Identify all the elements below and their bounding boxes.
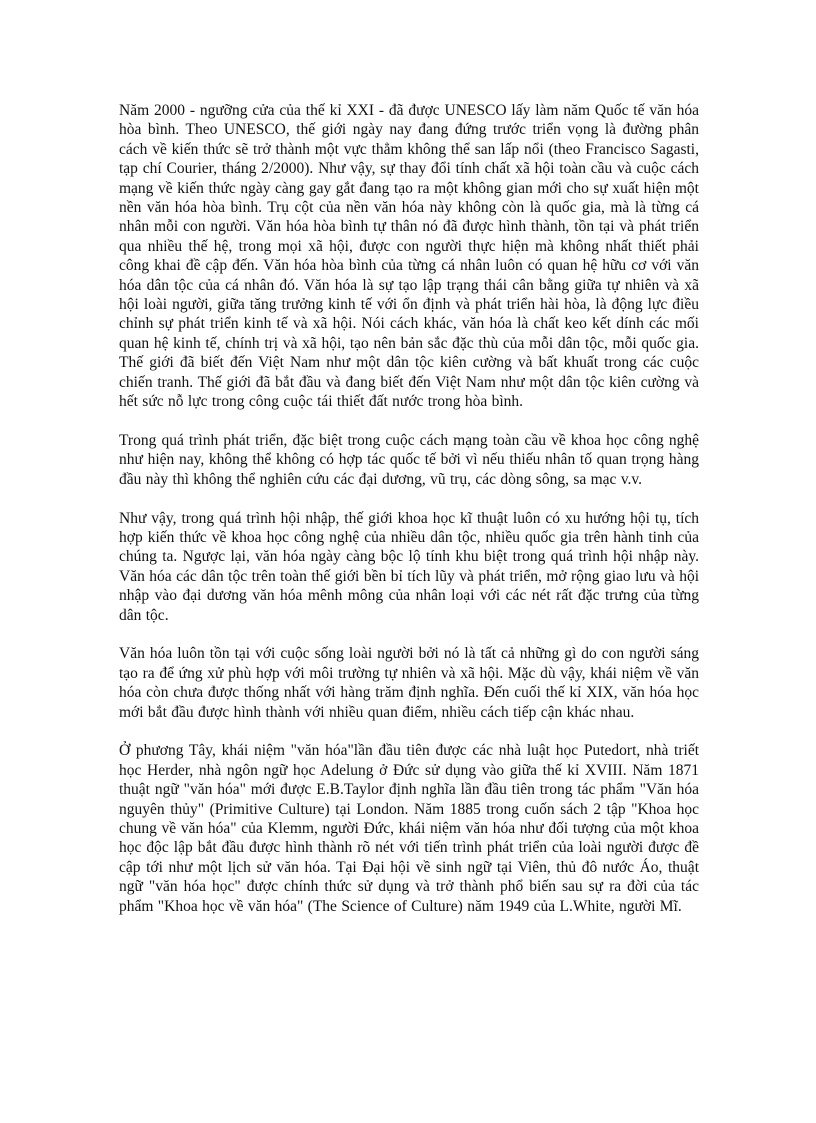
paragraph-international-cooperation: Trong quá trình phát triển, đặc biệt trong cuộc cách mạng toàn cầu về khoa học công nghệ như hiện nay, không thể không có hợp tác quốc tế bởi vì nếu thiếu nhân tố quan trọng hàng đầu này thì không thể nghiên cứu các đại dương, vũ trụ, các dòng sông, sa mạc v.v. (119, 431, 699, 488)
paragraph-unesco-peace-culture: Năm 2000 - ngưỡng cửa của thế kỉ XXI - đã được UNESCO lấy làm năm Quốc tế văn hóa hòa bình. Theo UNESCO, thế giới ngày nay đang đứng trước triển vọng là đường phân cách về kiến thức sẽ trở thành một vực thẳm không thể san lấp nổi (theo Francisco Sagasti, tạp chí Courier, tháng 2/2000). Như vậy, sự thay đổi tính chất xã hội toàn cầu và cuộc cách mạng về kiến thức ngày càng gay gắt đang tạo ra một không gian mới cho sự xuất hiện một nền văn hóa hòa bình. Trụ cột của nền văn hóa này không còn là quốc gia, mà là từng cá nhân mỗi con người. Văn hóa hòa bình tự thân nó đã được hình thành, tồn tại và phát triển qua nhiều thế hệ, trong mọi xã hội, được con người thực hiện mà không nhất thiết phải công khai đề cập đến. Văn hóa hòa bình của từng cá nhân luôn có quan hệ hữu cơ với văn hóa dân tộc của cá nhân đó. Văn hóa là sự tạo lập trạng thái cân bằng giữa tự nhiên và xã hội loài người, giữa tăng trưởng kinh tế với ổn định và phát triển hài hòa, là động lực điều chỉnh sự phát triển kinh tế và xã hội. Nói cách khác, văn hóa là chất keo kết dính các mối quan hệ kinh tế, chính trị và xã hội, tạo nên bản sắc đặc thù của mỗi dân tộc, mỗi quốc gia. Thế giới đã biết đến Việt Nam như một dân tộc kiên cường và bất khuất trong các cuộc chiến tranh. Thế giới đã bắt đầu và đang biết đến Việt Nam như một dân tộc kiên cường và hết sức nỗ lực trong công cuộc tái thiết đất nước trong hòa bình. (119, 102, 699, 411)
document-page (119, 101, 699, 935)
paragraph-western-concept: Ở phương Tây, khái niệm "văn hóa"lần đầu tiên được các nhà luật học Putedort, nhà triết học Herder, nhà ngôn ngữ học Adelung ở Đức sử dụng vào giữa thế kỉ XVIII. Năm 1871 thuật ngữ "văn hóa" mới được E.B.Taylor định nghĩa lần đầu tiên trong tác phẩm "Văn hóa nguyên thủy" (Primitive Culture) tại London. Năm 1885 trong cuốn sách 2 tập "Khoa học chung về văn hóa" của Klemm, người Đức, khái niệm văn hóa như đối tượng của một khoa học độc lập bắt đầu được hình thành rõ nét với tiến trình phát triển của loài người được đề cập tới như một lịch sử văn hóa. Tại Đại hội về sinh ngữ tại Viên, thủ đô nước Áo, thuật ngữ "văn hóa học" được chính thức sử dụng và trở thành phổ biến sau sự ra đời của tác phẩm "Khoa học về văn hóa" (The Science of Culture) năm 1949 của L.White, người Mĩ. (119, 742, 699, 915)
paragraph-integration: Như vậy, trong quá trình hội nhập, thế giới khoa học kĩ thuật luôn có xu hướng hội tụ, tích hợp kiến thức về khoa học công nghệ của nhiều dân tộc, nhiều quốc gia trên hành tinh của chúng ta. Ngược lại, văn hóa ngày càng bộc lộ tính khu biệt trong quá trình hội nhập này. Văn hóa các dân tộc trên toàn thế giới bền bỉ tích lũy và phát triển, mở rộng giao lưu và hội nhập vào đại dương văn hóa mênh mông của nhân loại với các nét rất đặc trưng của từng dân tộc. (119, 509, 699, 624)
paragraph-culture-definition: Văn hóa luôn tồn tại với cuộc sống loài người bởi nó là tất cả những gì do con người sáng tạo ra để ứng xử phù hợp với môi trường tự nhiên và xã hội. Mặc dù vậy, khái niệm về văn hóa còn chưa được thống nhất với hàng trăm định nghĩa. Đến cuối thế kỉ XIX, văn hóa học mới bắt đầu được hình thành với nhiều quan điểm, nhiều cách tiếp cận khác nhau. (119, 645, 699, 721)
